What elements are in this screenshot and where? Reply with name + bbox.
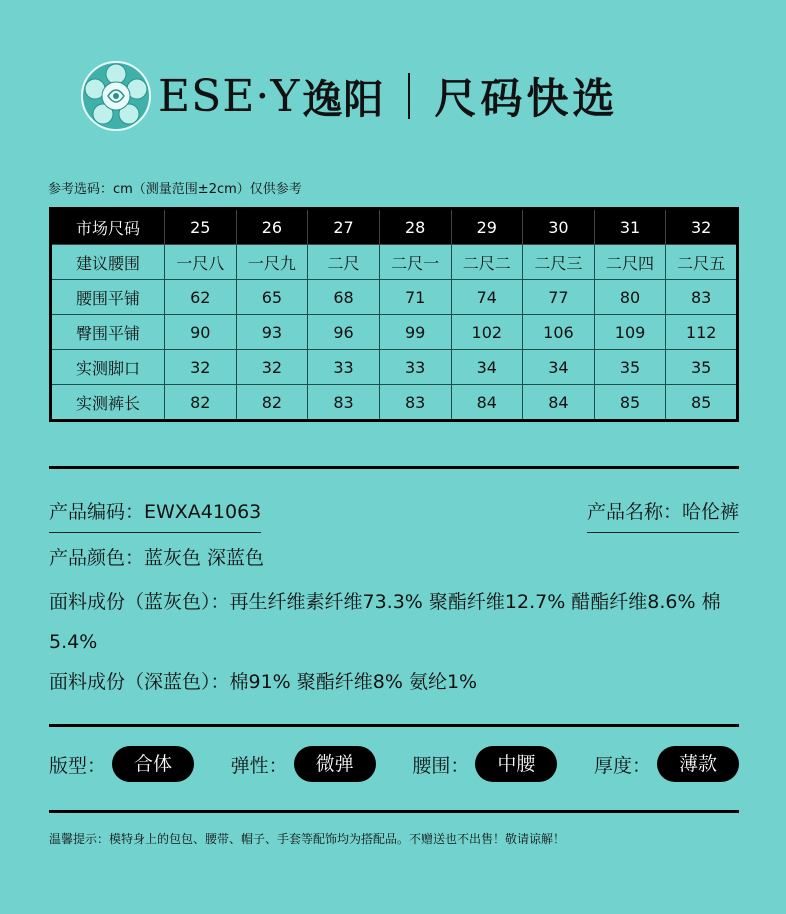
table-cell: 102 <box>451 315 523 350</box>
table-cell: 34 <box>523 350 595 385</box>
warm-tip: 温馨提示：模特身上的包包、腰带、帽子、手套等配饰均为搭配品。不赠送也不出售！敬请谅解！ <box>49 832 566 846</box>
table-cell: 84 <box>451 385 523 421</box>
size-col-26: 26 <box>236 209 308 245</box>
table-cell: 二尺二 <box>451 245 523 280</box>
size-col-30: 30 <box>523 209 595 245</box>
section-divider <box>49 810 739 813</box>
attr-label: 版型： <box>49 754 107 777</box>
attribute-bar <box>49 744 739 784</box>
table-cell: 65 <box>236 280 308 315</box>
table-cell: 82 <box>165 385 237 421</box>
row-label: 实测裤长 <box>51 385 165 421</box>
row-label: 建议腰围 <box>51 245 165 280</box>
attr-label: 腰围： <box>412 754 470 777</box>
attr-waist <box>412 746 557 782</box>
table-cell: 83 <box>379 385 451 421</box>
table-cell: 34 <box>451 350 523 385</box>
row-label: 实测脚口 <box>51 350 165 385</box>
table-cell: 二尺四 <box>594 245 666 280</box>
table-cell: 83 <box>308 385 380 421</box>
section-divider <box>49 724 739 727</box>
table-cell: 109 <box>594 315 666 350</box>
table-cell: 71 <box>379 280 451 315</box>
fabric-navy: 面料成份（深蓝色）：棉91% 聚酯纤维8% 氨纶1% <box>49 671 478 693</box>
row-label: 腰围平铺 <box>51 280 165 315</box>
attr-fit <box>49 746 194 782</box>
table-row <box>51 315 738 350</box>
attr-badge: 微弹 <box>294 746 376 782</box>
table-cell: 90 <box>165 315 237 350</box>
header-divider <box>408 73 410 119</box>
attr-label: 弹性： <box>230 754 288 777</box>
table-cell: 62 <box>165 280 237 315</box>
size-table <box>49 207 739 422</box>
table-cell: 77 <box>523 280 595 315</box>
table-cell: 二尺 <box>308 245 380 280</box>
table-cell: 99 <box>379 315 451 350</box>
attr-thickness <box>594 746 739 782</box>
header <box>80 60 618 132</box>
table-cell: 二尺三 <box>523 245 595 280</box>
table-row <box>51 245 738 280</box>
size-header-label: 市场尺码 <box>51 209 165 245</box>
fabric-bluegray: 面料成份（蓝灰色）：再生纤维素纤维73.3% 聚酯纤维12.7% 醋酯纤维8.6% 棉5.4% <box>49 591 721 653</box>
table-cell: 35 <box>666 350 738 385</box>
section-divider <box>49 466 739 469</box>
table-cell: 85 <box>594 385 666 421</box>
size-col-28: 28 <box>379 209 451 245</box>
attr-badge: 薄款 <box>657 746 739 782</box>
product-name: 产品名称：哈伦裤 <box>587 497 739 533</box>
table-cell: 35 <box>594 350 666 385</box>
table-cell: 一尺九 <box>236 245 308 280</box>
size-col-32: 32 <box>666 209 738 245</box>
table-cell: 32 <box>165 350 237 385</box>
attr-badge: 中腰 <box>475 746 557 782</box>
attr-badge: 合体 <box>112 746 194 782</box>
table-cell: 68 <box>308 280 380 315</box>
table-cell: 二尺一 <box>379 245 451 280</box>
reference-note: 参考选码：cm（测量范围±2cm）仅供参考 <box>48 182 302 197</box>
product-code: 产品编码：EWXA41063 <box>49 497 261 533</box>
product-color: 产品颜色：蓝灰色 深蓝色 <box>49 547 265 569</box>
table-cell: 80 <box>594 280 666 315</box>
size-col-31: 31 <box>594 209 666 245</box>
size-col-29: 29 <box>451 209 523 245</box>
size-table-header-row <box>51 209 738 245</box>
table-cell: 33 <box>308 350 380 385</box>
table-cell: 83 <box>666 280 738 315</box>
page-title: 尺码快选 <box>434 74 619 123</box>
table-cell: 96 <box>308 315 380 350</box>
size-col-25: 25 <box>165 209 237 245</box>
brand-chinese: 逸阳 <box>302 75 385 123</box>
attr-elasticity <box>231 746 376 782</box>
table-row <box>51 385 738 421</box>
table-cell: 74 <box>451 280 523 315</box>
table-cell: 112 <box>666 315 738 350</box>
table-cell: 93 <box>236 315 308 350</box>
attr-label: 厚度： <box>593 754 651 777</box>
table-cell: 82 <box>236 385 308 421</box>
camellia-logo-icon <box>80 60 152 132</box>
table-cell: 85 <box>666 385 738 421</box>
size-col-27: 27 <box>308 209 380 245</box>
row-label: 臀围平铺 <box>51 315 165 350</box>
table-cell: 二尺五 <box>666 245 738 280</box>
brand-latin: ESE·Y <box>158 70 301 122</box>
table-cell: 84 <box>523 385 595 421</box>
table-row <box>51 350 738 385</box>
table-cell: 33 <box>379 350 451 385</box>
table-cell: 32 <box>236 350 308 385</box>
table-cell: 106 <box>523 315 595 350</box>
table-cell: 一尺八 <box>165 245 237 280</box>
table-row <box>51 280 738 315</box>
